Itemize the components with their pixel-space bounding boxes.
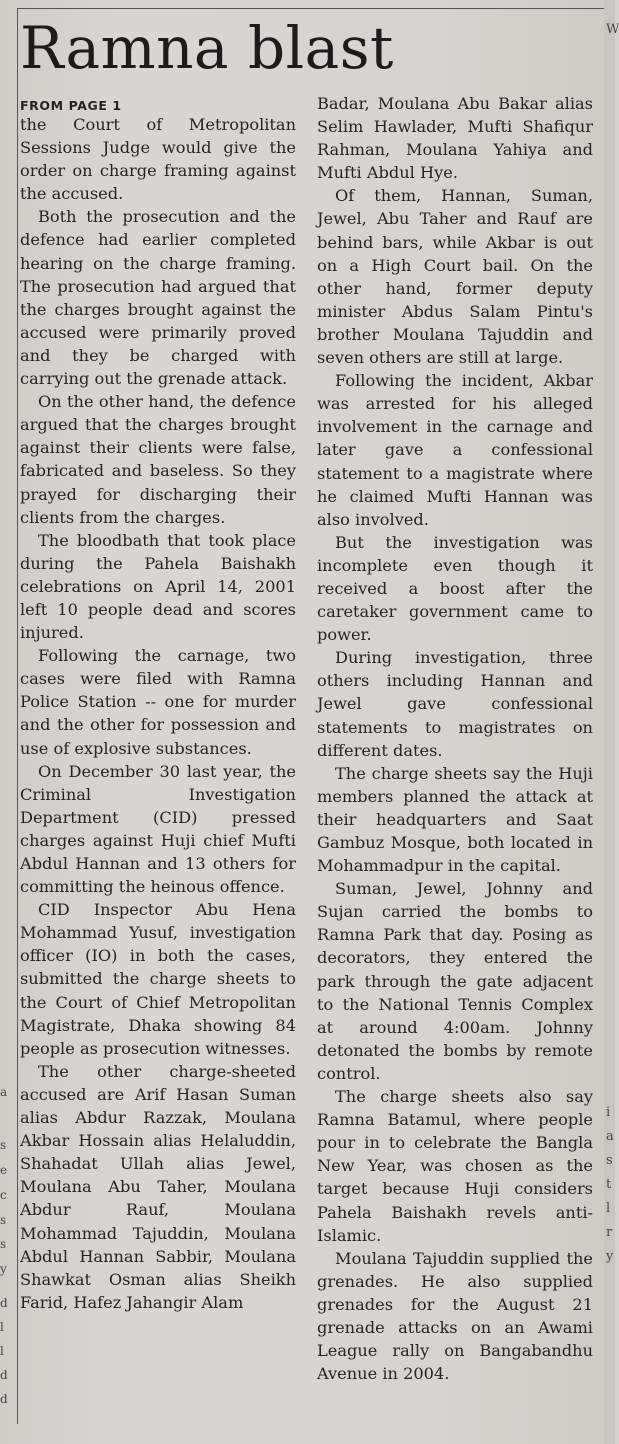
right-edge-fragments (604, 0, 619, 1444)
article-column-left (20, 96, 296, 1314)
paragraph: Of them, Hannan, Suman, Jewel, Abu Taher and Rauf are behind bars, while Akbar is out on a High Court bail. On the other hand, former deputy minister Abdus Salam Pintu's brother Moulana Tajuddin and seven others are still at large. (317, 186, 593, 368)
paragraph: CID Inspector Abu Hena Mohammad Yusuf, investigation officer (IO) in both the cases, submitted the charge sheets to the Court of Chief Metropolitan Magistrate, Dhaka showing 84 people as prosecution witnesses. (20, 900, 296, 1058)
paragraph: The other charge-sheeted accused are Arif Hasan Suman alias Abdur Razzak, Moulana Akbar Hossain alias Helaluddin, Shahadat Ullah alias Jewel, Moulana Abu Taher, Moulana Abdur Rauf, Moulana Mohammad Tajuddin, Moulana Abdul Hannan Sabbir, Moulana Shawkat Osman alias Sheikh Farid, Hafez Jahangir Alam (20, 1061, 296, 1312)
edge-fragment: t (606, 1177, 612, 1192)
paragraph: The charge sheets say the Huji members planned the attack at their headquarters and Saat Gambuz Mosque, both located in Mohammadpur in the capital. (317, 763, 593, 876)
edge-fragment: l (0, 1320, 4, 1334)
edge-fragment: d (0, 1296, 8, 1310)
paragraph: On December 30 last year, the Criminal Investigation Department (CID) pressed charges against Huji chief Mufti Abdul Hannan and 13 others for committing the heinous offence. (20, 761, 296, 897)
edge-fragment: s (0, 1138, 7, 1152)
edge-fragment: e (0, 1163, 8, 1177)
edge-fragment: s (606, 1153, 613, 1168)
paragraph: Badar, Moulana Abu Bakar alias Selim Hawlader, Mufti Shafiqur Rahman, Moulana Yahiya and Mufti Abdul Hye. (317, 94, 593, 183)
edge-fragment: d (0, 1368, 8, 1382)
paragraph: Following the carnage, two cases were filed with Ramna Police Station -- one for murder and the other for possession and use of explosive substances. (20, 646, 296, 758)
paragraph: Moulana Tajuddin supplied the grenades. He also supplied grenades for the August 21 grenade attacks on an Awami League rally on Bangabandhu Avenue in 2004. (317, 1248, 593, 1384)
headline: Ramna blast (20, 14, 394, 82)
edge-fragment: l (0, 1344, 4, 1358)
paragraph: Following the incident, Akbar was arrested for his alleged involvement in the carnage and later gave a confessional statement to a magistrate where he claimed Mufti Hannan was also involved. (317, 371, 593, 529)
paragraph: During investigation, three others including Hannan and Jewel gave confessional statements to magistrates on different dates. (317, 648, 593, 760)
edge-fragment: i (606, 1105, 611, 1120)
paragraph: On the other hand, the defence argued that the charges brought against their clients were false, fabricated and baseless. So they prayed for discharging their clients from the charges. (20, 392, 296, 527)
left-border-rule (17, 8, 18, 1424)
edge-fragment: y (0, 1262, 7, 1276)
edge-fragment: a (0, 1085, 8, 1099)
paragraph: But the investigation was incomplete even though it received a boost after the caretaker government came to power. (317, 532, 593, 645)
paragraph: the Court of Metropolitan Sessions Judge would give the order on charge framing against the accused. (20, 115, 296, 204)
paragraph: Suman, Jewel, Johnny and Sujan carried the bombs to Ramna Park that day. Posing as decorators, they entered the park through the gate adjacent to the National Tennis Complex at around 4:00am. Johnny detonated the bombs by remote control. (317, 879, 593, 1083)
paragraph: Both the prosecution and the defence had earlier completed hearing on the charge framing. The prosecution had argued that the charges brought against the accused were primarily proved and they be charged with carrying out the grenade attack. (20, 207, 296, 389)
edge-fragment: a (606, 1129, 614, 1144)
edge-fragment: l (606, 1201, 611, 1216)
edge-fragment: W (606, 22, 619, 37)
article-column-right (317, 92, 593, 1385)
edge-fragment: r (606, 1225, 613, 1240)
edge-fragment: s (0, 1213, 7, 1227)
edge-fragment: d (0, 1392, 8, 1406)
paragraph: The bloodbath that took place during the Pahela Baishakh celebrations on April 14, 2001 left 10 people dead and scores injured. (20, 530, 296, 643)
edge-fragment: c (0, 1188, 7, 1202)
edge-fragment: y (606, 1249, 614, 1264)
paragraph: The charge sheets also say Ramna Batamul, where people pour in to celebrate the Bangla New Year, was chosen as the target because Huji considers Pahela Baishakh revels anti-Islamic. (317, 1087, 593, 1245)
edge-fragment: s (0, 1237, 7, 1251)
continuation-label: FROM PAGE 1 (20, 98, 122, 113)
top-border-rule (17, 8, 615, 9)
